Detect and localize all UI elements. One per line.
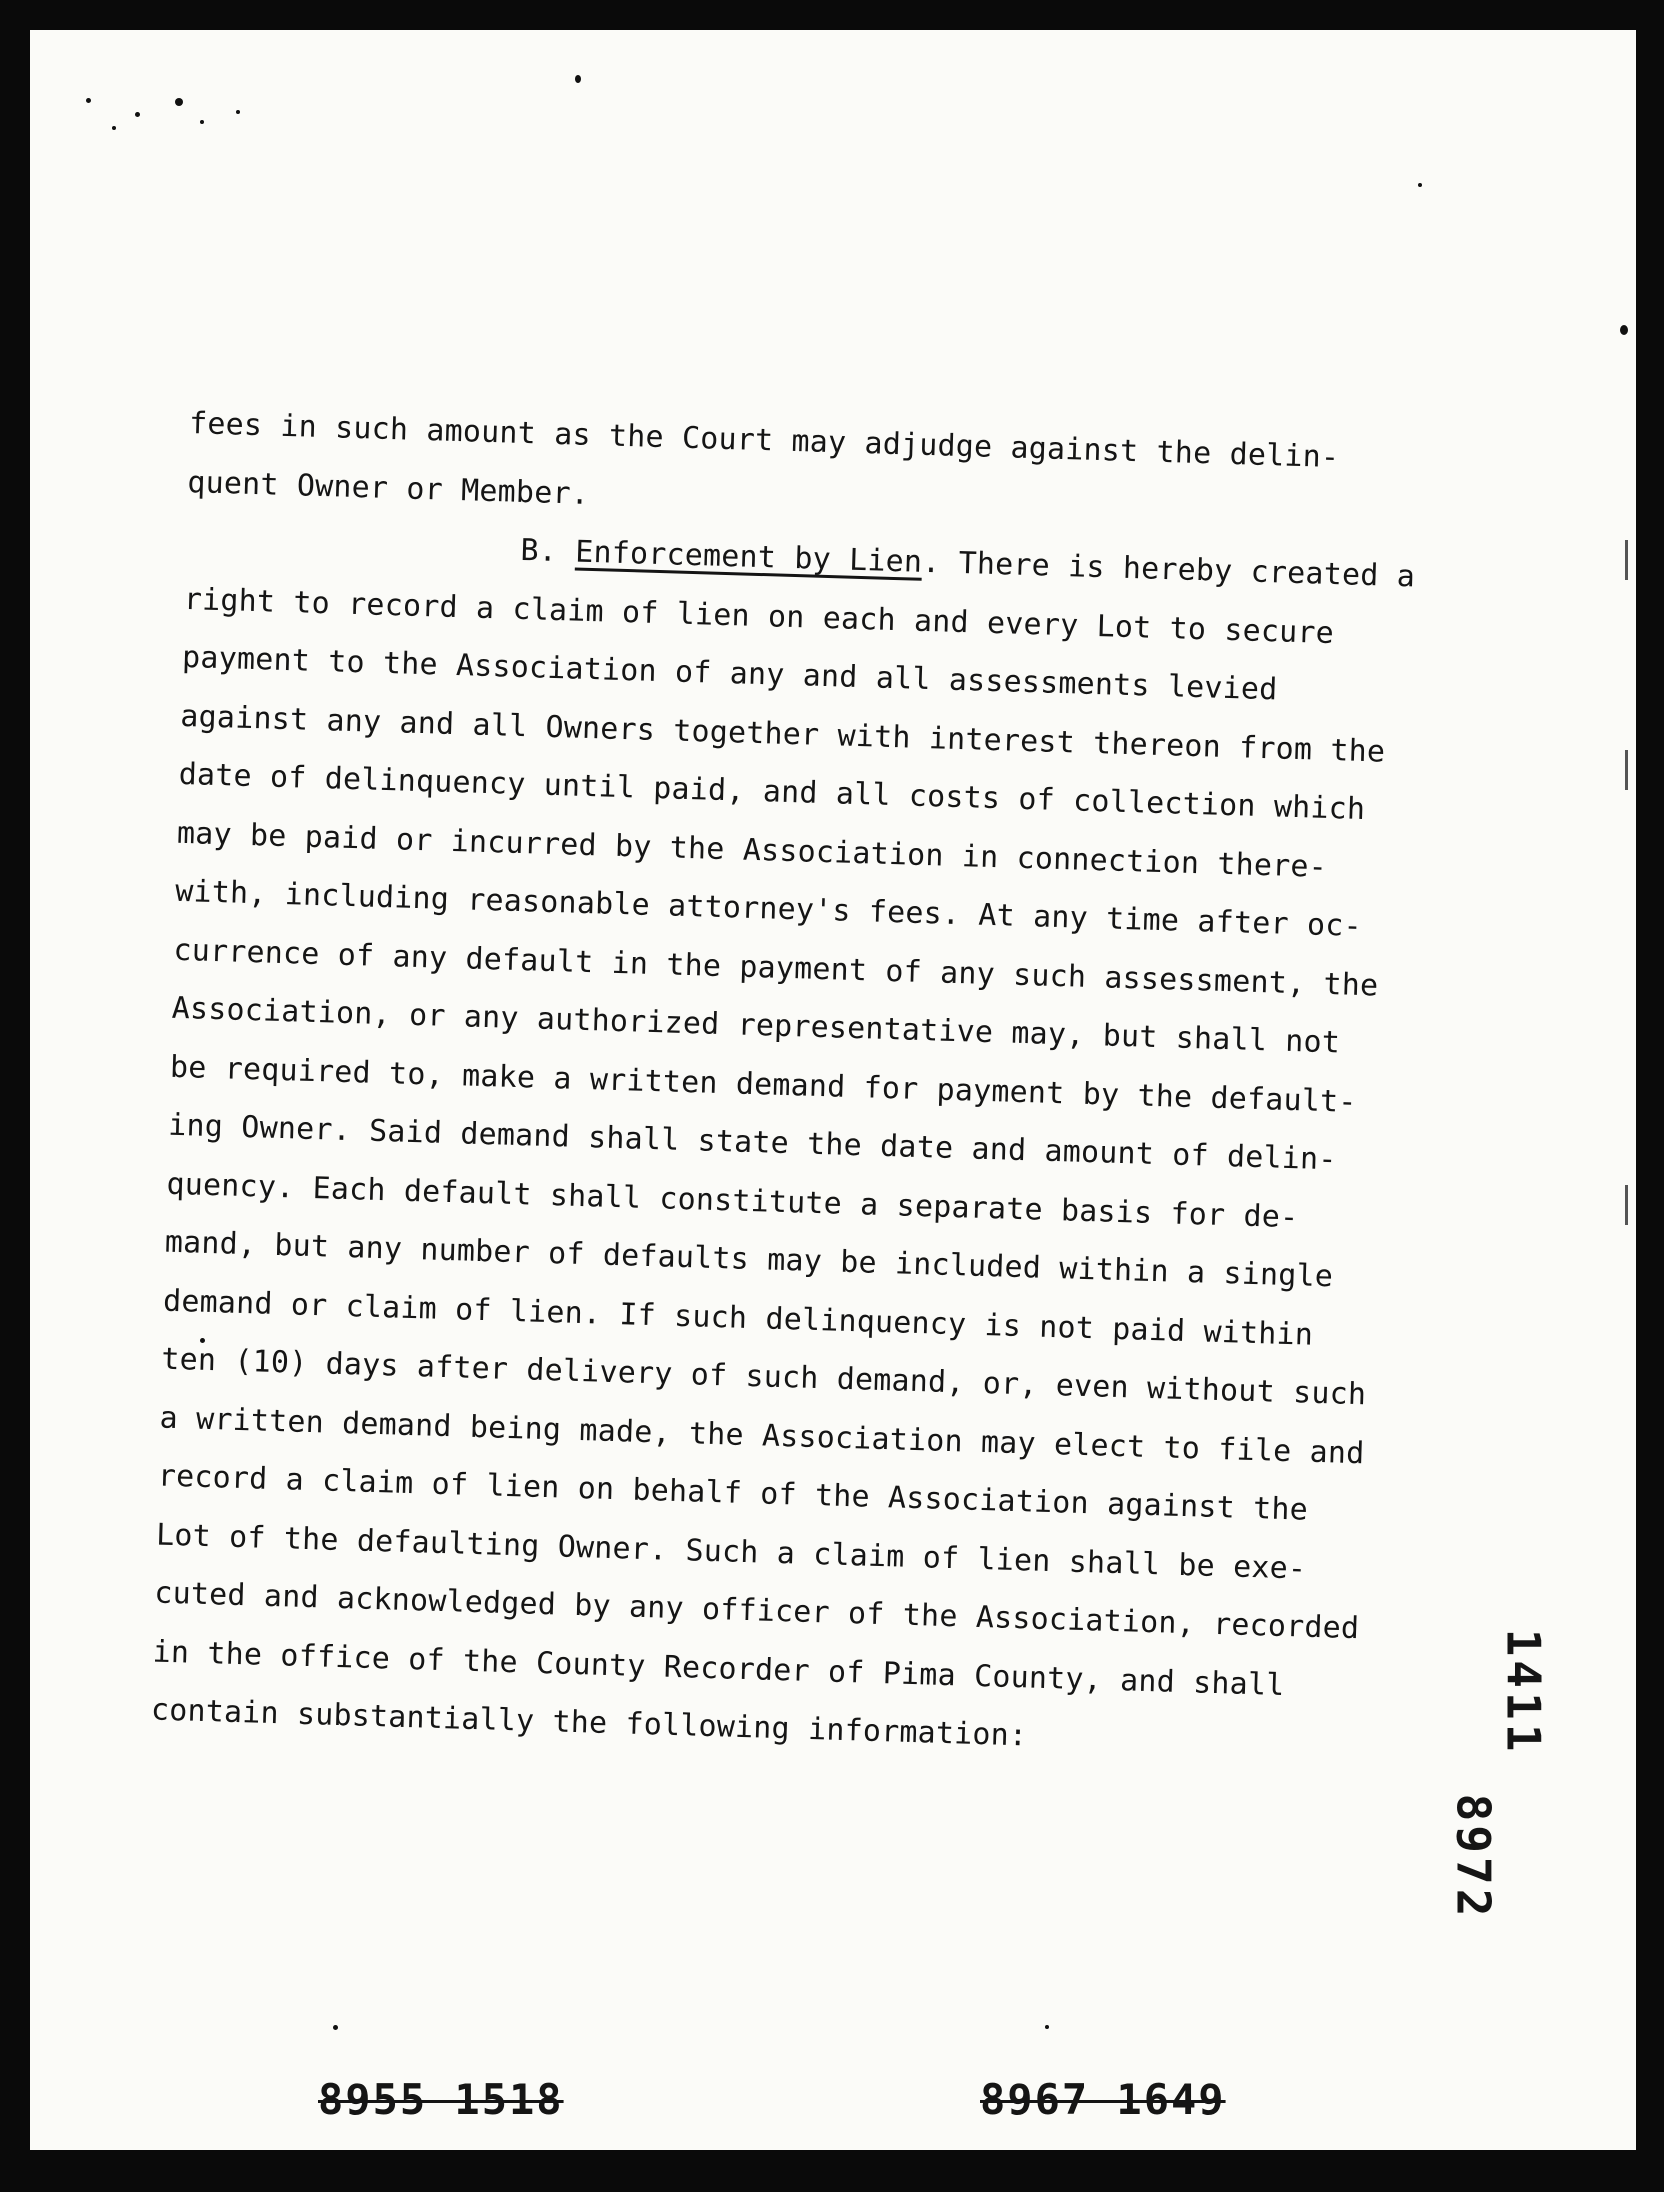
body-line: Association, or any authorized representative may, but shall not (171, 990, 1341, 1061)
scan-speck (333, 2025, 338, 2030)
scan-edge-mark (1625, 540, 1628, 580)
scan-speck (112, 126, 116, 130)
scan-edge-mark (1625, 750, 1628, 790)
body-line: with, including reasonable attorney's fees. At any time after oc- (174, 873, 1363, 944)
body-line: mand, but any number of defaults may be included within a single (164, 1224, 1334, 1295)
body-line: ing Owner. Said demand shall state the date and amount of delin- (167, 1107, 1338, 1178)
scan-speck (1418, 183, 1422, 187)
scan-speck (135, 112, 140, 117)
section-heading-punct: . (921, 544, 941, 581)
margin-stamp-code-bottom: 8972 (1446, 1793, 1501, 1921)
margin-stamp-code-top: 1411 (1496, 1628, 1551, 1756)
section-label: B. (520, 532, 558, 569)
scan-edge-mark (1625, 1185, 1628, 1225)
body-line: fees in such amount as the Court may adjudge against the delin- (188, 405, 1340, 476)
body-line: quent Owner or Member. (186, 464, 590, 512)
body-line: a written demand being made, the Association may elect to file and (159, 1400, 1365, 1471)
body-line: payment to the Association of any and all assessments levied (181, 639, 1278, 708)
scan-speck (86, 98, 91, 103)
body-line: cuted and acknowledged by any officer of the Association, recorded (153, 1575, 1360, 1647)
scan-speck (1045, 2025, 1049, 2029)
section-first-line-text: There is hereby created a (939, 545, 1416, 595)
body-line: ten (10) days after delivery of such demand, or, even without such (160, 1341, 1367, 1413)
footer-crossed-code-right: 8967 1649 (980, 2075, 1226, 2124)
body-line: demand or claim of lien. If such delinquency is not paid within (162, 1283, 1314, 1353)
body-line: may be paid or incurred by the Association in connection there- (176, 815, 1328, 885)
scan-speck (1620, 325, 1628, 335)
body-line: date of delinquency until paid, and all costs of collection which (178, 756, 1366, 828)
footer-crossed-code-left: 8955 1518 (318, 2075, 564, 2124)
body-line: right to record a claim of lien on each and every Lot to secure (183, 581, 1335, 651)
scan-speck (236, 110, 240, 114)
body-line: contain substantially the following information: (150, 1692, 1028, 1754)
body-line: Lot of the defaulting Owner. Such a claim of lien shall be exe- (155, 1517, 1307, 1587)
document-body (150, 395, 1609, 1782)
section-heading: Enforcement by Lien (574, 534, 923, 580)
body-line: record a claim of lien on behalf of the Association against the (157, 1458, 1309, 1528)
body-line: against any and all Owners together with interest thereon from the (179, 698, 1386, 770)
scan-speck (200, 120, 204, 124)
scan-speck (175, 98, 183, 106)
body-line: be required to, make a written demand for payment by the default- (169, 1049, 1358, 1120)
body-line: quency. Each default shall constitute a separate basis for de- (166, 1166, 1299, 1235)
body-line: currence of any default in the payment of any such assessment, the (173, 932, 1379, 1004)
body-line: in the office of the County Recorder of Pima County, and shall (152, 1633, 1285, 1703)
scan-speck (575, 75, 581, 83)
